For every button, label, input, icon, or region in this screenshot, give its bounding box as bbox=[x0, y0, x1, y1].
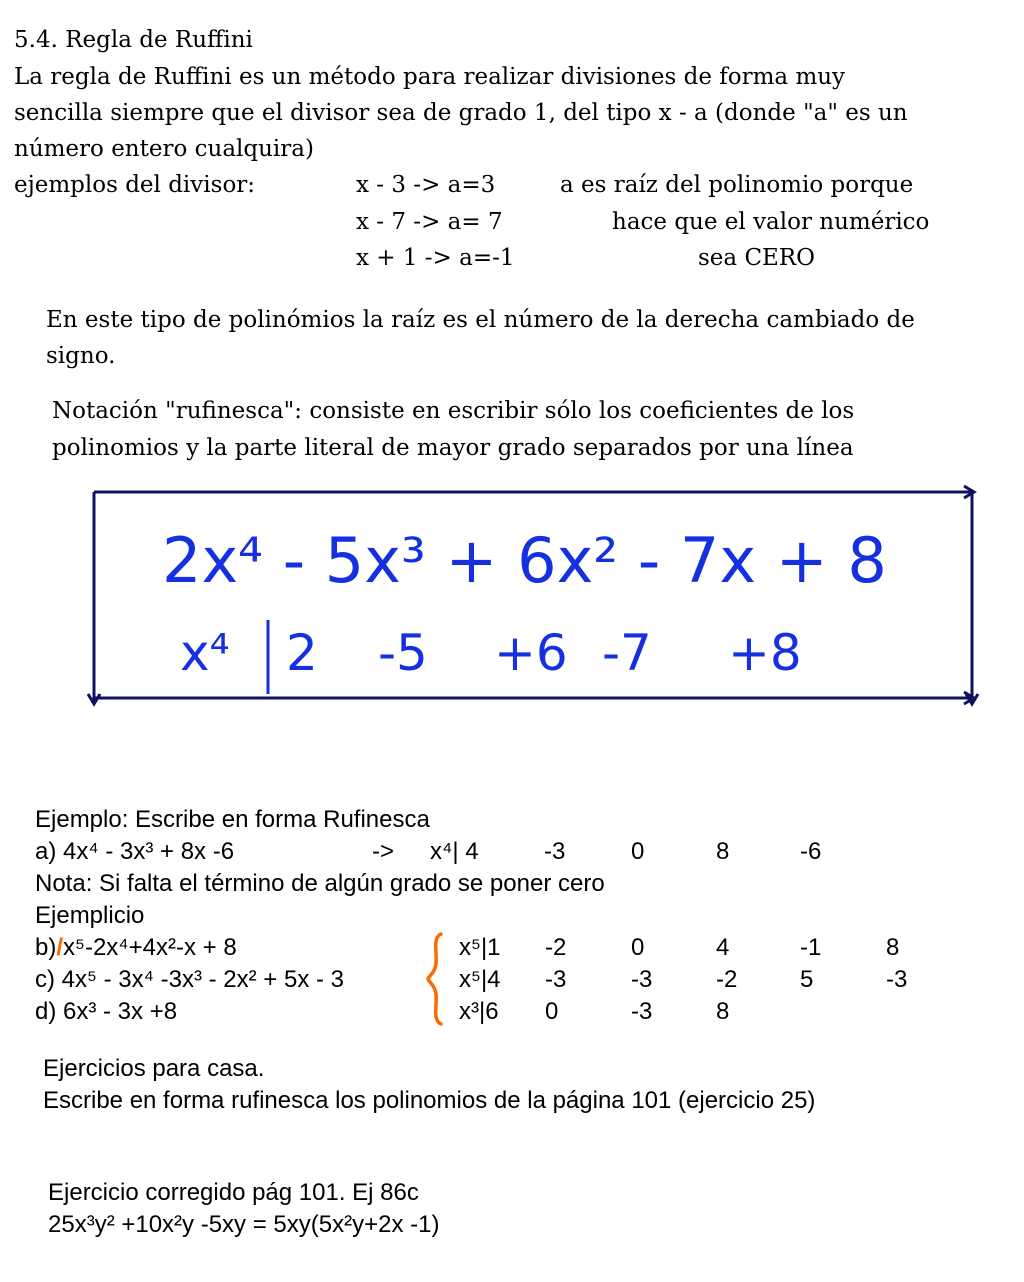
handwritten-coef-1: 2 bbox=[286, 624, 318, 682]
examples-label: ejemplos del divisor: bbox=[14, 172, 256, 198]
exercise-c-result-3: -3 bbox=[631, 966, 653, 993]
intro-line-3: número entero cualquira) bbox=[14, 136, 314, 162]
exercise-d-result-4: 8 bbox=[716, 998, 730, 1025]
exercise-b-line bbox=[35, 932, 237, 964]
exercise-c-result-1: x⁵|4 bbox=[459, 966, 501, 993]
handwritten-coef-3: +6 bbox=[494, 624, 568, 682]
example-divisor-3: x + 1 -> a=-1 bbox=[356, 245, 515, 271]
root-note-line-1: En este tipo de polinómios la raíz es el número de la derecha cambiado de bbox=[46, 307, 915, 333]
exercise-c-result-2: -3 bbox=[545, 966, 567, 993]
exercise-c-result-6: -3 bbox=[886, 966, 908, 993]
exercise-b-result-4: 4 bbox=[716, 934, 730, 961]
exercise-a-result-1: x⁴| 4 bbox=[430, 838, 479, 865]
exercise-b-result-3: 0 bbox=[631, 934, 645, 961]
exercise-title: Ejemplo: Escribe en forma Rufinesca bbox=[35, 806, 430, 833]
corrected-title: Ejercicio corregido pág 101. Ej 86c bbox=[48, 1179, 419, 1206]
exercise-b-poly: x⁵-2x⁴+4x²-x + 8 bbox=[63, 934, 237, 961]
exercise-b-result-5: -1 bbox=[800, 934, 822, 961]
intro-line-1: La regla de Ruffini es un método para realizar divisiones de forma muy bbox=[14, 64, 846, 90]
exercise-b-prefix: b) bbox=[35, 934, 57, 961]
exercise-a-arrow: -> bbox=[372, 838, 395, 865]
exercise-b-result-2: -2 bbox=[545, 934, 567, 961]
handwritten-coef-2: -5 bbox=[378, 624, 428, 682]
example-note-3: sea CERO bbox=[698, 245, 815, 271]
exercise-a-result-4: 8 bbox=[716, 838, 730, 865]
exercise-nota: Nota: Si falta el término de algún grado se poner cero bbox=[35, 870, 605, 897]
exercise-a-poly: a) 4x⁴ - 3x³ + 8x -6 bbox=[35, 838, 235, 865]
exercise-a-result-3: 0 bbox=[631, 838, 645, 865]
example-divisor-1: x - 3 -> a=3 bbox=[356, 172, 496, 198]
homework-title: Ejercicios para casa. bbox=[43, 1055, 265, 1082]
example-note-2: hace que el valor numérico bbox=[612, 209, 930, 235]
example-divisor-2: x - 7 -> a= 7 bbox=[356, 209, 503, 235]
exercise-d-result-1: x³|6 bbox=[459, 998, 499, 1025]
handwritten-coef-4: -7 bbox=[602, 624, 652, 682]
intro-line-2: sencilla siempre que el divisor sea de grado 1, del tipo x - a (donde "a" es un bbox=[14, 100, 908, 126]
exercise-b-result-1: x⁵|1 bbox=[459, 934, 501, 961]
curly-brace-icon bbox=[425, 932, 449, 1026]
root-note-line-2: signo. bbox=[46, 343, 116, 369]
handwritten-coef-5: +8 bbox=[728, 624, 802, 682]
exercise-c-result-5: 5 bbox=[800, 966, 814, 993]
exercise-d-poly: d) 6x³ - 3x +8 bbox=[35, 998, 178, 1025]
handwritten-frame bbox=[80, 480, 990, 710]
exercise-b-mark: / bbox=[56, 934, 64, 961]
exercise-a-result-5: -6 bbox=[800, 838, 822, 865]
exercise-c-result-4: -2 bbox=[716, 966, 738, 993]
notation-line-1: Notación "rufinesca": consiste en escribir sólo los coeficientes de los bbox=[52, 398, 855, 424]
exercise-ejemplicio: Ejemplicio bbox=[35, 902, 145, 929]
corrected-equation: 25x³y² +10x²y -5xy = 5xy(5x²y+2x -1) bbox=[48, 1211, 440, 1238]
example-note-1: a es raíz del polinomio porque bbox=[560, 172, 914, 198]
exercise-c-poly: c) 4x⁵ - 3x⁴ -3x³ - 2x² + 5x - 3 bbox=[35, 966, 344, 993]
handwritten-literal: x⁴ bbox=[180, 624, 230, 682]
exercise-a-result-2: -3 bbox=[544, 838, 566, 865]
handwritten-polynomial: 2x⁴ - 5x³ + 6x² - 7x + 8 bbox=[162, 524, 887, 597]
exercise-b-result-6: 8 bbox=[886, 934, 900, 961]
notation-line-2: polinomios y la parte literal de mayor grado separados por una línea bbox=[52, 435, 854, 461]
homework-text: Escribe en forma rufinesca los polinomios de la página 101 (ejercicio 25) bbox=[43, 1087, 816, 1114]
exercise-d-result-2: 0 bbox=[545, 998, 559, 1025]
section-title: 5.4. Regla de Ruffini bbox=[14, 27, 253, 53]
exercise-d-result-3: -3 bbox=[631, 998, 653, 1025]
